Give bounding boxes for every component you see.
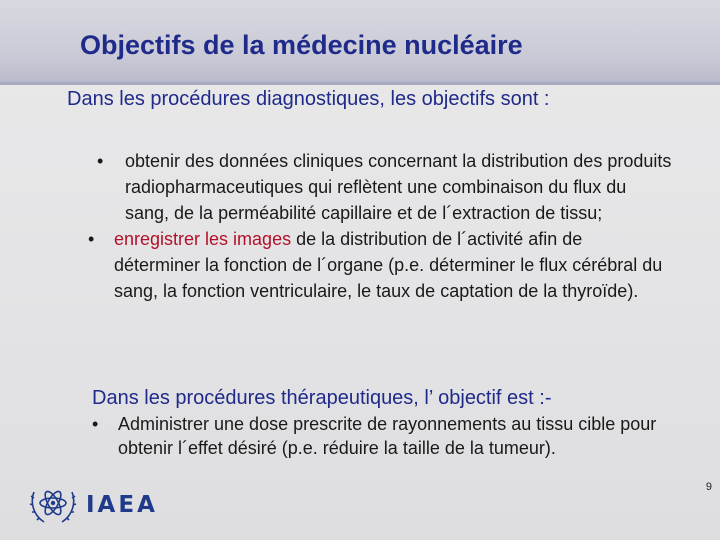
atom-laurel-icon [28, 482, 78, 528]
bullet-icon: • [97, 151, 104, 171]
list-item [92, 148, 672, 226]
item-text: de la distribution de l´activité afin de déterminer la fonction de l´organe (p.e. déterminer le flux cérébral du sang, la fonction ventriculaire, le taux de captation de la thyroïde). [114, 229, 663, 301]
bullet-icon: • [88, 229, 95, 249]
page-title: Objectifs de la médecine nucléaire [80, 30, 523, 60]
item-prefix: obtenir des données cliniques [125, 151, 364, 171]
item-text: concernant la distribution des produits radiopharmaceutiques qui reflètent une combinaison du flux du sang, de la perméabilité capillaire et de l´extraction de tissu; [125, 151, 672, 223]
bullet-icon: • [92, 414, 99, 434]
therapeutic-list [92, 412, 662, 460]
therapeutic-intro: Dans les procédures thérapeutiques, l’ objectif est :- [92, 387, 552, 409]
diagnostic-list [88, 148, 672, 304]
item-text: Administrer une dose prescrite de rayonnements au tissu cible pour obtenir l´effet désiré (p.e. réduire la taille de la tumeur). [118, 414, 657, 458]
diagnostic-intro: Dans les procédures diagnostiques, les objectifs sont : [67, 88, 550, 110]
page-number: 9 [705, 481, 712, 493]
iaea-logo [28, 482, 158, 528]
item-highlight: enregistrer les images [114, 229, 292, 249]
list-item [88, 226, 672, 304]
logo-text: IAEA [86, 492, 158, 518]
list-item [92, 412, 662, 460]
